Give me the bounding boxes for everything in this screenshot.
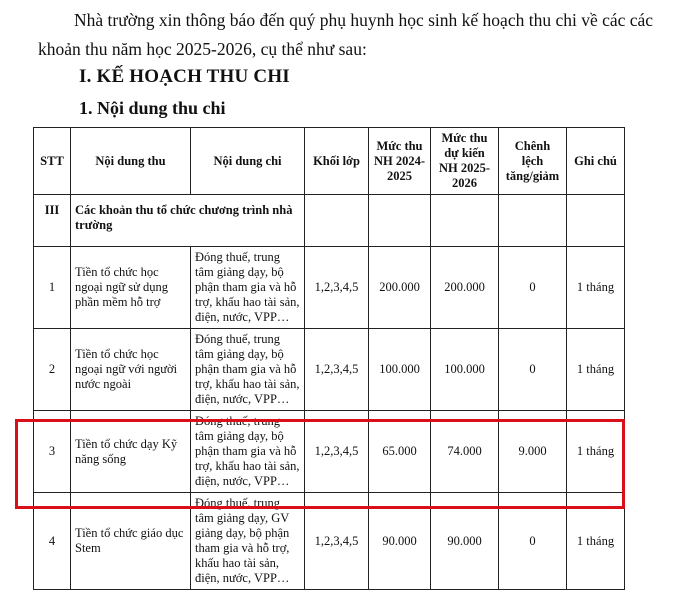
cell-noi-dung-thu: Tiền tổ chức học ngoại ngữ với người nước ngoài (71, 329, 191, 411)
table-row (34, 411, 625, 493)
cell-muc-thu-moi: 74.000 (431, 411, 499, 493)
cell-khoi-lop: 1,2,3,4,5 (305, 247, 369, 329)
section-heading: I. KẾ HOẠCH THU CHI (79, 66, 290, 87)
cell-chenh-lech: 0 (499, 493, 567, 590)
cell-ghi-chu: 1 tháng (567, 493, 625, 590)
cell-chenh-lech: 9.000 (499, 411, 567, 493)
section-stt: III (34, 195, 71, 247)
empty-cell (431, 195, 499, 247)
empty-cell (499, 195, 567, 247)
cell-muc-thu-cu: 200.000 (369, 247, 431, 329)
cell-muc-thu-cu: 90.000 (369, 493, 431, 590)
intro-text: Nhà trường xin thông báo đến quý phụ huynh học sinh kế hoạch thu chi về các các khoản thu năm học 2025-2026, cụ thể như sau: (38, 10, 654, 59)
cell-noi-dung-chi: Đóng thuế, trung tâm giảng dạy, bộ phận tham gia và hỗ trợ, khấu hao tài sản, điện, nước, VPP… (191, 329, 305, 411)
header-muc-thu-cu: Mức thu NH 2024-2025 (369, 128, 431, 195)
section-row (34, 195, 625, 247)
cell-ghi-chu: 1 tháng (567, 329, 625, 411)
cell-noi-dung-chi: Đóng thuế, trung tâm giảng dạy, GV giảng dạy, bộ phận tham gia và hỗ trợ, khấu hao tài sản, điện, nước, VPP… (191, 493, 305, 590)
cell-khoi-lop: 1,2,3,4,5 (305, 329, 369, 411)
cell-khoi-lop: 1,2,3,4,5 (305, 493, 369, 590)
cell-muc-thu-moi: 90.000 (431, 493, 499, 590)
cell-muc-thu-cu: 65.000 (369, 411, 431, 493)
table-row (34, 247, 625, 329)
empty-cell (369, 195, 431, 247)
cell-noi-dung-thu: Tiền tổ chức dạy Kỹ năng sống (71, 411, 191, 493)
empty-cell (567, 195, 625, 247)
cell-noi-dung-thu: Tiền tổ chức học ngoại ngữ sử dụng phần mềm hỗ trợ (71, 247, 191, 329)
cell-chenh-lech: 0 (499, 329, 567, 411)
header-ghi-chu: Ghi chú (567, 128, 625, 195)
cell-ghi-chu: 1 tháng (567, 411, 625, 493)
empty-cell (305, 195, 369, 247)
cell-stt: 4 (34, 493, 71, 590)
cell-stt: 3 (34, 411, 71, 493)
cell-muc-thu-moi: 100.000 (431, 329, 499, 411)
cell-khoi-lop: 1,2,3,4,5 (305, 411, 369, 493)
cell-ghi-chu: 1 tháng (567, 247, 625, 329)
header-khoi-lop: Khối lớp (305, 128, 369, 195)
header-noi-dung-thu: Nội dung thu (71, 128, 191, 195)
subsection-heading: 1. Nội dung thu chi (79, 98, 226, 118)
cell-muc-thu-cu: 100.000 (369, 329, 431, 411)
table-header-row (34, 128, 625, 195)
header-noi-dung-chi: Nội dung chi (191, 128, 305, 195)
header-stt: STT (34, 128, 71, 195)
cell-muc-thu-moi: 200.000 (431, 247, 499, 329)
intro-paragraph (38, 6, 678, 64)
cell-stt: 1 (34, 247, 71, 329)
header-chenh-lech: Chênh lệch tăng/giảm (499, 128, 567, 195)
table-row (34, 329, 625, 411)
cell-noi-dung-chi: Đóng thuế, trung tâm giảng dạy, bộ phận tham gia và hỗ trợ, khấu hao tài sản, điện, nước, VPP… (191, 411, 305, 493)
budget-table (33, 127, 625, 590)
table-row (34, 493, 625, 590)
cell-stt: 2 (34, 329, 71, 411)
section-label: Các khoản thu tổ chức chương trình nhà trường (71, 195, 305, 247)
header-muc-thu-moi: Mức thu dự kiến NH 2025-2026 (431, 128, 499, 195)
cell-noi-dung-chi: Đóng thuế, trung tâm giảng dạy, bộ phận tham gia và hỗ trợ, khấu hao tài sản, điện, nước, VPP… (191, 247, 305, 329)
cell-chenh-lech: 0 (499, 247, 567, 329)
cell-noi-dung-thu: Tiền tổ chức giáo dục Stem (71, 493, 191, 590)
